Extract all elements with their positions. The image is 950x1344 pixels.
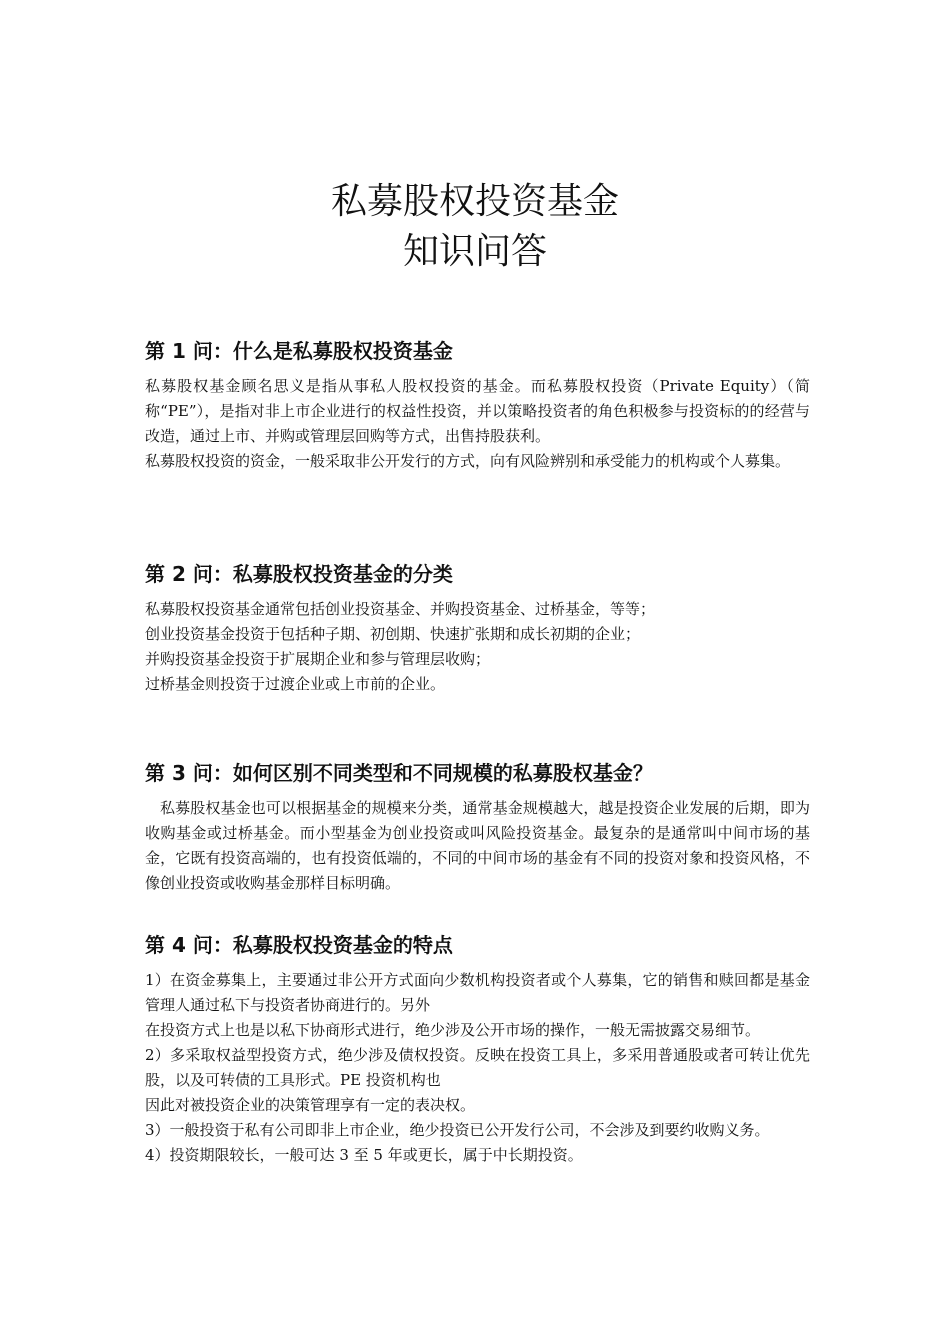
paragraph: 私募股权基金也可以根据基金的规模来分类，通常基金规模越大，越是投资企业发展的后期，即为收购基金或过桥基金。而小型基金为创业投资或叫风险投资基金。最复杂的是通常叫中间市场的基金，它既有投资高端的，也有投资低端的，不同的中间市场的基金有不同的投资对象和投资风格，不像创业投资或收购基金那样目标明确。 — [145, 799, 810, 892]
paragraph: 2）多采取权益型投资方式，绝少涉及债权投资。反映在投资工具上，多采用普通股或者可转让优先股，以及可转债的工具形式。PE 投资机构也 — [145, 1046, 810, 1089]
paragraph: 私募股权投资的资金，一般采取非公开发行的方式，向有风险辨别和承受能力的机构或个人募集。 — [145, 452, 791, 470]
section-heading: 第 3 问：如何区别不同类型和不同规模的私募股权基金？ — [145, 761, 653, 785]
document-title-line1: 私募股权投资基金 — [330, 181, 619, 222]
paragraph: 4）投资期限较长，一般可达 3 至 5 年或更长，属于中长期投资。 — [145, 1146, 583, 1164]
section-q1 — [145, 336, 810, 474]
paragraph: 3）一般投资于私有公司即非上市企业，绝少投资已公开发行公司，不会涉及到要约收购义务。 — [145, 1121, 770, 1139]
section-q2 — [145, 559, 810, 697]
paragraph: 过桥基金则投资于过渡企业或上市前的企业。 — [145, 675, 446, 693]
paragraph: 1）在资金募集上，主要通过非公开方式面向少数机构投资者或个人募集，它的销售和赎回都是基金管理人通过私下与投资者协商进行的。另外 — [145, 971, 810, 1014]
paragraph: 因此对被投资企业的决策管理享有一定的表决权。 — [145, 1096, 476, 1114]
section-q3 — [145, 758, 810, 896]
paragraph: 创业投资基金投资于包括种子期、初创期、快速扩张期和成长初期的企业； — [145, 625, 641, 643]
paragraph: 私募股权基金顾名思义是指从事私人股权投资的基金。而私募股权投资（Private Equity）（简称“PE”），是指对非上市企业进行的权益性投资，并以策略投资者的角色积极参与投资标的的经营与改造，通过上市、并购或管理层回购等方式，出售持股获利。 — [145, 377, 810, 445]
paragraph: 私募股权投资基金通常包括创业投资基金、并购投资基金、过桥基金，等等； — [145, 600, 656, 618]
section-heading: 第 2 问：私募股权投资基金的分类 — [145, 562, 453, 586]
paragraph: 并购投资基金投资于扩展期企业和参与管理层收购； — [145, 650, 491, 668]
document-title-line2: 知识问答 — [402, 231, 547, 272]
section-q4 — [145, 930, 810, 1168]
paragraph: 在投资方式上也是以私下协商形式进行，绝少涉及公开市场的操作，一般无需披露交易细节。 — [145, 1021, 761, 1039]
section-heading: 第 1 问：什么是私募股权投资基金 — [145, 339, 453, 363]
section-heading: 第 4 问：私募股权投资基金的特点 — [145, 933, 453, 957]
